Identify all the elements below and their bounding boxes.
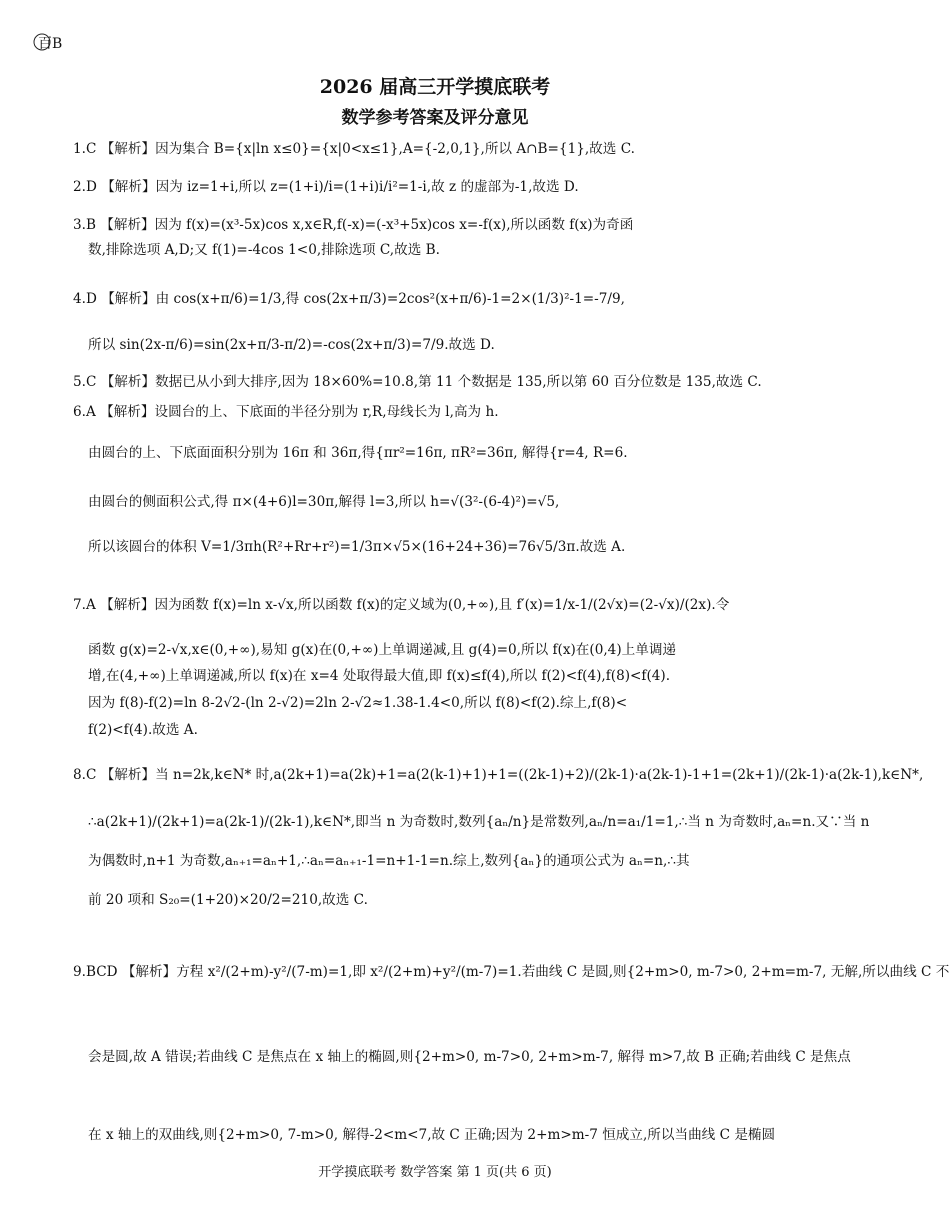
answer-line: 为偶数时,n+1 为奇数,aₙ₊₁=aₙ+1,∴aₙ=aₙ₊₁-1=n+1-1=n.综上,数列{aₙ}的通项公式为 aₙ=n,∴其: [88, 853, 690, 869]
exam-title: 2026 届高三开学摸底联考: [319, 76, 551, 98]
answer-line: 在 x 轴上的双曲线,则{2+m>0, 7-m>0, 解得-2<m<7,故 C 正确;因为 2+m>m-7 恒成立,所以当曲线 C 是椭圆: [88, 1127, 776, 1143]
answer-line: 增,在(4,+∞)上单调递减,所以 f(x)在 x=4 处取得最大值,即 f(x)≤f(4),所以 f(2)<f(4),f(8)<f(4).: [88, 668, 671, 684]
answer-line: f(2)<f(4).故选 A.: [88, 722, 198, 738]
answer-line: 9.BCD 【解析】方程 x²/(2+m)-y²/(7-m)=1,即 x²/(2+m)+y²/(m-7)=1.若曲线 C 是圆,则{2+m>0, m-7>0, 2+m=m-7, 无解,所以曲线 C 不: [73, 964, 949, 980]
answer-line: 6.A 【解析】设圆台的上、下底面的半径分别为 r,R,母线长为 l,高为 h.: [73, 404, 499, 420]
answer-line: 4.D 【解析】由 cos(x+π/6)=1/3,得 cos(2x+π/3)=2cos²(x+π/6)-1=2×(1/3)²-1=-7/9,: [73, 291, 625, 307]
answer-line: 数,排除选项 A,D;又 f(1)=-4cos 1<0,排除选项 C,故选 B.: [88, 242, 440, 258]
answer-line: 会是圆,故 A 错误;若曲线 C 是焦点在 x 轴上的椭圆,则{2+m>0, m-7>0, 2+m>m-7, 解得 m>7,故 B 正确;若曲线 C 是焦点: [88, 1049, 851, 1065]
answer-line: 前 20 项和 S₂₀=(1+20)×20/2=210,故选 C.: [88, 892, 368, 908]
answer-line: 1.C 【解析】因为集合 B={x|ln x≤0}={x|0<x≤1},A={-2,0,1},所以 A∩B={1},故选 C.: [73, 141, 635, 157]
answer-line: 由圆台的侧面积公式,得 π×(4+6)l=30π,解得 l=3,所以 h=√(3²-(6-4)²)=√5,: [88, 494, 560, 510]
answer-line: 5.C 【解析】数据已从小到大排序,因为 18×60%=10.8,第 11 个数据是 135,所以第 60 百分位数是 135,故选 C.: [73, 374, 762, 390]
answer-line: ∴a(2k+1)/(2k+1)=a(2k-1)/(2k-1),k∈N*,即当 n 为奇数时,数列{aₙ/n}是常数列,aₙ/n=a₁/1=1,∴当 n 为奇数时,aₙ=n.又∵当 n: [88, 814, 870, 830]
answer-line: 函数 g(x)=2-√x,x∈(0,+∞),易知 g(x)在(0,+∞)上单调递减,且 g(4)=0,所以 f(x)在(0,4)上单调递: [88, 642, 677, 658]
answer-line: 3.B 【解析】因为 f(x)=(x³-5x)cos x,x∈R,f(-x)=(-x³+5x)cos x=-f(x),所以函数 f(x)为奇函: [73, 217, 634, 233]
answer-line: 8.C 【解析】当 n=2k,k∈N* 时,a(2k+1)=a(2k)+1=a(2(k-1)+1)+1=((2k-1)+2)/(2k-1)·a(2k-1)-1+1=(2k+1)/(2k-1)·a(2k-1),k∈N*,: [73, 767, 924, 783]
answer-line: 所以 sin(2x-π/6)=sin(2x+π/3-π/2)=-cos(2x+π/3)=7/9.故选 D.: [88, 337, 495, 353]
answer-line: 2.D 【解析】因为 iz=1+i,所以 z=(1+i)/i=(1+i)i/i²=1-i,故 z 的虚部为-1,故选 D.: [73, 179, 579, 195]
answer-line: 所以该圆台的体积 V=1/3πh(R²+Rr+r²)=1/3π×√5×(16+24+36)=76√5/3π.故选 A.: [88, 539, 626, 555]
answer-line: 由圆台的上、下底面面积分别为 16π 和 36π,得{πr²=16π, πR²=36π, 解得{r=4, R=6.: [88, 445, 628, 461]
answer-line: 7.A 【解析】因为函数 f(x)=ln x-√x,所以函数 f(x)的定义域为(0,+∞),且 f′(x)=1/x-1/(2√x)=(2-√x)/(2x).令: [73, 597, 730, 613]
answer-line: 因为 f(8)-f(2)=ln 8-2√2-(ln 2-√2)=2ln 2-√2≈1.38-1.4<0,所以 f(8)<f(2).综上,f(8)<: [88, 695, 628, 711]
answer-subtitle: 数学参考答案及评分意见: [341, 108, 529, 128]
logo-text: 百B: [38, 36, 63, 52]
page-footer: 开学摸底联考 数学答案 第 1 页(共 6 页): [318, 1165, 552, 1180]
